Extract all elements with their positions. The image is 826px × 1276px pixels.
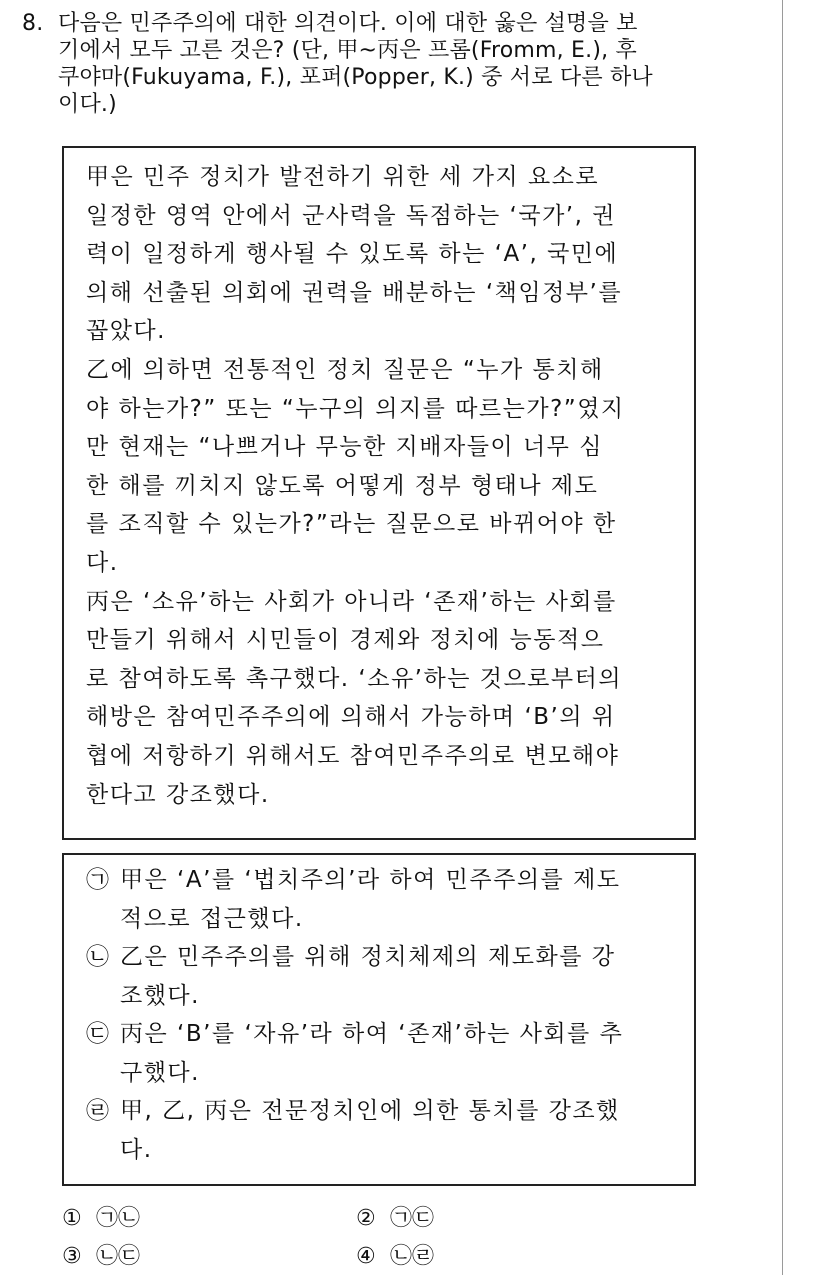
choices-box [62,853,696,1186]
answer-number: ④ [356,1244,376,1269]
choice-continuation: 적으로 접근했다. [120,905,304,932]
passage-box [62,146,696,840]
passage-line: 丙은 ‘소유’하는 사회가 아니라 ‘존재’하는 사회를 [86,588,617,615]
answer-option-3[interactable] [62,1238,140,1276]
passage-line: 만 현재는 “나쁘거나 무능한 지배자들이 너무 심 [86,434,603,461]
answer-option-1[interactable] [62,1200,140,1238]
answer-option-2[interactable] [356,1200,434,1238]
answer-option-4[interactable] [356,1238,434,1276]
choice-marker: ㉠ [86,867,111,893]
passage-line: 야 하는가?” 또는 “누구의 의지를 따르는가?”였지 [86,395,625,422]
choice-marker: ㉡ [86,944,111,970]
choice-text: 乙은 민주주의를 위해 정치체제의 제도화를 강 [120,944,616,970]
choice-item [86,861,674,938]
answer-number: ② [356,1206,376,1231]
choice-item [86,1015,674,1092]
choice-marker: ㉣ [86,1098,111,1124]
answer-text: ㉠㉢ [390,1206,435,1231]
choice-marker: ㉢ [86,1021,111,1047]
passage-line: 해방은 참여민주주의에 의해서 가능하며 ‘B’의 위 [86,704,616,731]
choice-text: 甲은 ‘A’를 ‘법치주의’라 하여 민주주의를 제도 [120,867,621,893]
choice-item [86,938,674,1015]
choice-first-line [86,861,674,900]
page-right-rule [782,0,783,1275]
passage-line: 한 해를 끼치지 않도록 어떻게 정부 형태나 제도 [86,472,599,499]
question-number: 8. [22,11,44,36]
choice-text: 丙은 ‘B’를 ‘자유’라 하여 ‘존재’하는 사회를 추 [120,1021,624,1047]
choice-continuation: 다. [120,1136,153,1163]
passage-line: 만들기 위해서 시민들이 경제와 정치에 능동적으 [86,627,605,654]
passage-line: 로 참여하도록 촉구했다. ‘소유’하는 것으로부터의 [86,665,623,692]
question-text [58,10,762,118]
passage-line: 일정한 영역 안에서 군사력을 독점하는 ‘국가’, 권 [86,202,616,229]
passage-line: 협에 저항하기 위해서도 참여민주주의로 변모해야 [86,742,620,769]
choice-continuation: 조했다. [120,982,200,1009]
answer-text: ㉡㉣ [390,1244,435,1269]
passage-line: 한다고 강조했다. [86,781,270,808]
answer-number: ③ [62,1244,82,1269]
passage-line: 甲은 민주 정치가 발전하기 위한 세 가지 요소로 [86,164,600,190]
choice-continuation: 구했다. [120,1059,200,1086]
passage-line: 꼽았다. [86,318,166,345]
passage-line: 의해 선출된 의회에 권력을 배분하는 ‘책임정부’를 [86,279,623,306]
choice-first-line [86,1092,674,1131]
choice-item [86,1092,674,1169]
choice-first-line [86,1015,674,1054]
passage-line: 를 조직할 수 있는가?”라는 질문으로 바뀌어야 한 [86,511,617,538]
answer-number: ① [62,1206,82,1231]
question-line: 쿠야마(Fukuyama, F.), 포퍼(Popper, K.) 중 서로 다른 하나 [58,65,653,90]
question-line: 기에서 모두 고른 것은? (단, 甲~丙은 프롬(Fromm, E.), 후 [58,38,637,63]
answer-text: ㉠㉡ [96,1206,141,1231]
answer-text: ㉡㉢ [96,1244,141,1269]
question-stem [22,10,762,118]
question-line: 이다.) [58,92,117,117]
passage-line: 력이 일정하게 행사될 수 있도록 하는 ‘A’, 국민에 [86,241,619,268]
question-line: 다음은 민주주의에 대한 의견이다. 이에 대한 옳은 설명을 보 [58,11,638,36]
passage-line: 다. [86,549,119,576]
choice-text: 甲, 乙, 丙은 전문정치인에 의한 통치를 강조했 [120,1098,620,1124]
choice-first-line [86,938,674,977]
passage-line: 乙에 의하면 전통적인 정치 질문은 “누가 통치해 [86,356,604,383]
